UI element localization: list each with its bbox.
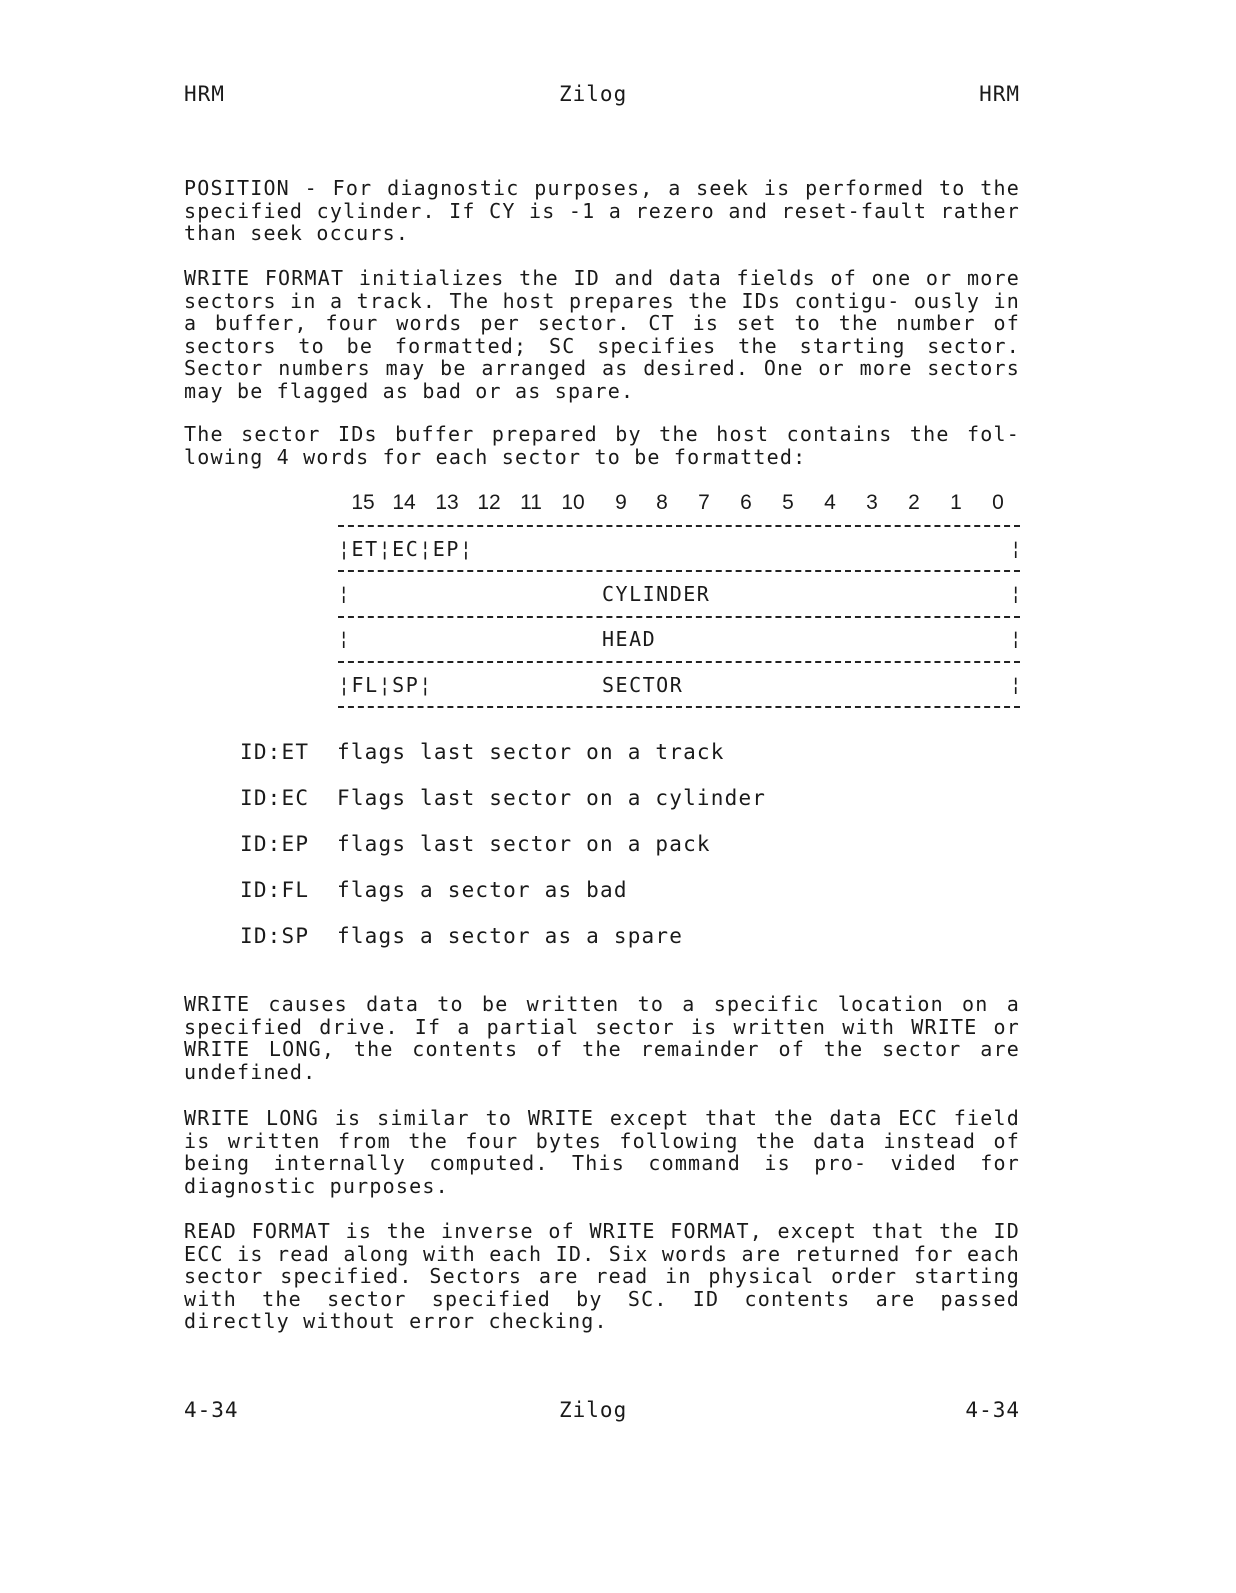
- header-right: HRM: [979, 82, 1020, 106]
- definition-key: ID:ET: [240, 740, 310, 764]
- bit-number: 0: [992, 491, 1004, 514]
- bit-number: 8: [656, 491, 668, 514]
- divider-line: [338, 706, 1020, 708]
- definition-key: ID:SP: [240, 924, 310, 948]
- header-left: HRM: [184, 82, 225, 106]
- bit-number: 10: [561, 491, 585, 514]
- sector-field: SECTOR: [602, 673, 684, 697]
- bit-number: 3: [866, 491, 878, 514]
- bit-number: 11: [520, 491, 542, 514]
- bit-number: 1: [950, 491, 962, 514]
- definition-text: Flags last sector on a cylinder: [337, 786, 767, 810]
- definition-key: ID:FL: [240, 878, 310, 902]
- bit-number: 14: [392, 491, 416, 514]
- definition-key: ID:EC: [240, 786, 310, 810]
- word4-flags: ¦FL¦SP¦: [338, 673, 433, 697]
- bit-number: 5: [782, 491, 794, 514]
- bit-number: 15: [351, 491, 375, 514]
- right-bar: ¦: [1010, 538, 1022, 560]
- position-paragraph: POSITION - For diagnostic purposes, a seek is performed to the specified cylinder. If CY is -1 a rezero and reset-fault rather than seek occurs.: [184, 176, 1020, 245]
- footer-center: Zilog: [559, 1398, 628, 1422]
- bit-number: 2: [908, 491, 920, 514]
- bit-number: 9: [615, 491, 627, 514]
- definition-text: flags a sector as a spare: [337, 924, 684, 948]
- read-format-paragraph: READ FORMAT is the inverse of WRITE FORMAT, except that the ID ECC is read along with each ID. Six words are returned for each sector specified. Sectors are read in physical order starting with the sector specified by SC. ID contents are passed directly without error checking.: [184, 1219, 1020, 1333]
- divider-line: [338, 570, 1020, 572]
- write-paragraph: WRITE causes data to be written to a specific location on a specified drive. If a partial sector is written with WRITE or WRITE LONG, the contents of the remainder of the sector are undefined.: [184, 992, 1020, 1084]
- bit-number: 7: [698, 491, 710, 514]
- cylinder-field: CYLINDER: [602, 582, 711, 606]
- bit-number-row: [340, 491, 1020, 517]
- bit-number: 4: [824, 491, 836, 514]
- divider-line: [338, 661, 1020, 663]
- right-bar: ¦: [1010, 583, 1022, 605]
- left-bar: ¦: [338, 628, 350, 650]
- right-bar: ¦: [1010, 628, 1022, 650]
- definition-key: ID:EP: [240, 832, 310, 856]
- header-center: Zilog: [559, 82, 628, 106]
- footer-page-number-right: 4-34: [965, 1398, 1020, 1422]
- bit-number: 13: [435, 491, 459, 514]
- definition-text: flags last sector on a pack: [337, 832, 711, 856]
- ids-buffer-paragraph: The sector IDs buffer prepared by the host contains the fol- lowing 4 words for each sector to be formatted:: [184, 422, 1020, 469]
- write-long-paragraph: WRITE LONG is similar to WRITE except that the data ECC field is written from the four bytes following the data instead of being internally computed. This command is pro- vided for diagnostic purposes.: [184, 1106, 1020, 1198]
- head-field: HEAD: [602, 627, 657, 651]
- word1-flags: ¦ET¦EC¦EP¦: [338, 537, 474, 561]
- right-bar: ¦: [1010, 674, 1022, 696]
- footer-page-number-left: 4-34: [184, 1398, 239, 1422]
- definition-text: flags last sector on a track: [337, 740, 725, 764]
- divider-line: [338, 525, 1020, 527]
- bit-number: 12: [477, 491, 501, 514]
- bit-number: 6: [740, 491, 752, 514]
- definition-text: flags a sector as bad: [337, 878, 628, 902]
- write-format-paragraph: WRITE FORMAT initializes the ID and data fields of one or more sectors in a track. The host prepares the IDs contigu- ously in a buffer, four words per sector. CT is set to the number of sectors to be formatted; SC specifies the starting sector. Sector numbers may be arranged as desired. One or more sectors may be flagged as bad or as spare.: [184, 266, 1020, 403]
- divider-line: [338, 616, 1020, 618]
- left-bar: ¦: [338, 583, 350, 605]
